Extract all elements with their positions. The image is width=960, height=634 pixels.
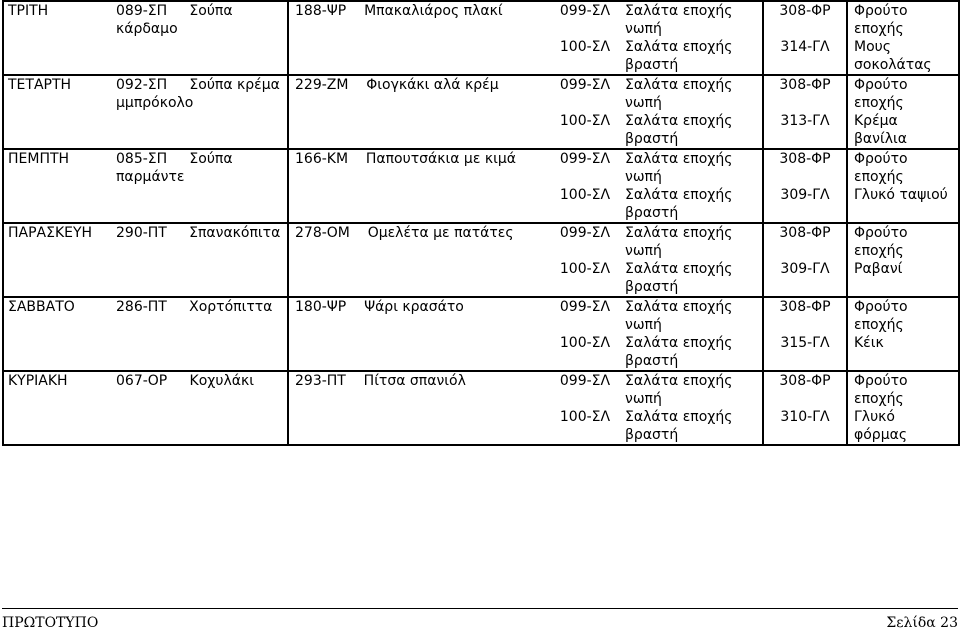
first-course xyxy=(116,372,283,390)
salad-code: 099-ΣΛ xyxy=(559,373,611,389)
main-course-code: 293-ΠΤ xyxy=(295,373,346,389)
salad-name: Σαλάτα εποχής βραστή xyxy=(625,187,733,221)
salad-name: Σαλάτα εποχής βραστή xyxy=(625,113,733,147)
salad-name: Σαλάτα εποχής νωπή xyxy=(625,3,733,37)
dessert-code: 310-ΓΛ xyxy=(780,409,830,425)
fruit-code: 308-ΦΡ xyxy=(779,3,831,19)
main-course-name: Πίτσα σπανιόλ xyxy=(363,373,466,389)
first-course-name: Σούπα παρμάντε xyxy=(116,151,233,185)
day-label: ΠΕΜΠΤΗ xyxy=(8,151,70,167)
first-course xyxy=(116,298,283,316)
salad-name: Σαλάτα εποχής νωπή xyxy=(625,225,733,259)
salad-code: 099-ΣΛ xyxy=(559,151,611,167)
first-course-code: 286-ΠΤ xyxy=(116,299,167,315)
dessert-code: 309-ΓΛ xyxy=(780,187,830,203)
first-course-name: Σούπα κάρδαμο xyxy=(116,3,233,37)
salad-code: 100-ΣΛ xyxy=(559,113,611,129)
menu-row xyxy=(3,223,959,297)
main-course-code: 229-ΖΜ xyxy=(295,77,349,93)
first-course xyxy=(116,2,283,38)
salad-code: 100-ΣΛ xyxy=(559,409,611,425)
first-course-code: 290-ΠΤ xyxy=(116,225,167,241)
salad-name: Σαλάτα εποχής νωπή xyxy=(625,299,733,333)
menu-row xyxy=(3,75,959,149)
salad-code: 099-ΣΛ xyxy=(559,225,611,241)
main-course-code: 180-ΨΡ xyxy=(295,299,347,315)
dessert-name: Μους σοκολάτας xyxy=(854,39,932,73)
dessert-code: 313-ΓΛ xyxy=(780,113,830,129)
fruit-name: Φρούτο εποχής xyxy=(854,225,908,259)
day-label: ΚΥΡΙΑΚΗ xyxy=(8,373,68,389)
page-number: Σελίδα 23 xyxy=(886,615,958,631)
salad-code: 099-ΣΛ xyxy=(559,299,611,315)
menu-row xyxy=(3,1,959,75)
first-course-name: Σπανακόπιτα xyxy=(189,225,281,241)
fruit-name: Φρούτο εποχής xyxy=(854,3,908,37)
weekly-menu-table xyxy=(2,0,960,446)
main-course-name: Μπακαλιάρος πλακί xyxy=(364,3,503,19)
menu-row xyxy=(3,297,959,371)
salad-code: 100-ΣΛ xyxy=(559,261,611,277)
fruit-name: Φρούτο εποχής xyxy=(854,151,908,185)
main-course-name: Παπουτσάκια με κιμά xyxy=(365,151,516,167)
menu-row xyxy=(3,149,959,223)
main-course-name: Ομελέτα με πατάτες xyxy=(367,225,514,241)
salad-code: 099-ΣΛ xyxy=(559,77,611,93)
fruit-code: 308-ΦΡ xyxy=(779,77,831,93)
dessert-code: 314-ΓΛ xyxy=(780,39,830,55)
fruit-name: Φρούτο εποχής xyxy=(854,77,908,111)
salad-name: Σαλάτα εποχής νωπή xyxy=(625,151,733,185)
salad-name: Σαλάτα εποχής νωπή xyxy=(625,77,733,111)
first-course-code: 067-ΟΡ xyxy=(116,373,168,389)
dessert-name: Ραβανί xyxy=(854,261,903,277)
salad-name: Σαλάτα εποχής βραστή xyxy=(625,335,733,369)
day-label: ΤΡΙΤΗ xyxy=(8,3,49,19)
salad-name: Σαλάτα εποχής βραστή xyxy=(625,409,733,443)
salad-name: Σαλάτα εποχής βραστή xyxy=(625,261,733,295)
dessert-name: Κέικ xyxy=(854,335,884,351)
fruit-code: 308-ΦΡ xyxy=(779,225,831,241)
first-course-name: Σούπα κρέμα μμπρόκολο xyxy=(116,77,280,111)
menu-row xyxy=(3,371,959,445)
day-label: ΠΑΡΑΣΚΕΥΗ xyxy=(8,225,93,241)
salad-code: 100-ΣΛ xyxy=(559,187,611,203)
day-label: ΤΕΤΑΡΤΗ xyxy=(8,77,72,93)
dessert-name: Γλυκό ταψιού xyxy=(854,187,948,203)
main-course-code: 188-ΨΡ xyxy=(295,3,347,19)
fruit-code: 308-ΦΡ xyxy=(779,151,831,167)
fruit-name: Φρούτο εποχής xyxy=(854,373,908,407)
main-course-name: Ψάρι κρασάτο xyxy=(364,299,464,315)
dessert-code: 309-ΓΛ xyxy=(780,261,830,277)
first-course-name: Κοχυλάκι xyxy=(189,373,254,389)
first-course-code: 089-ΣΠ xyxy=(116,3,168,19)
day-label: ΣΑΒΒΑΤΟ xyxy=(8,299,75,315)
dessert-code: 315-ΓΛ xyxy=(780,335,830,351)
salad-code: 099-ΣΛ xyxy=(559,3,611,19)
first-course-code: 092-ΣΠ xyxy=(116,77,168,93)
first-course xyxy=(116,150,283,186)
fruit-code: 308-ΦΡ xyxy=(779,373,831,389)
dessert-name: Κρέμα βανίλια xyxy=(854,113,907,147)
dessert-name: Γλυκό φόρμας xyxy=(854,409,908,443)
fruit-code: 308-ΦΡ xyxy=(779,299,831,315)
fruit-name: Φρούτο εποχής xyxy=(854,299,908,333)
first-course xyxy=(116,76,283,112)
first-course xyxy=(116,224,283,242)
salad-name: Σαλάτα εποχής νωπή xyxy=(625,373,733,407)
page-footer xyxy=(2,608,958,631)
salad-name: Σαλάτα εποχής βραστή xyxy=(625,39,733,73)
salad-code: 100-ΣΛ xyxy=(559,39,611,55)
main-course-name: Φιογκάκι αλά κρέμ xyxy=(366,77,499,93)
main-course-code: 278-ΟΜ xyxy=(295,225,350,241)
footer-label: ΠΡΩΤΟΤΥΠΟ xyxy=(2,615,99,631)
salad-code: 100-ΣΛ xyxy=(559,335,611,351)
first-course-code: 085-ΣΠ xyxy=(116,151,168,167)
main-course-code: 166-ΚΜ xyxy=(295,151,349,167)
first-course-name: Χορτόπιττα xyxy=(189,299,273,315)
